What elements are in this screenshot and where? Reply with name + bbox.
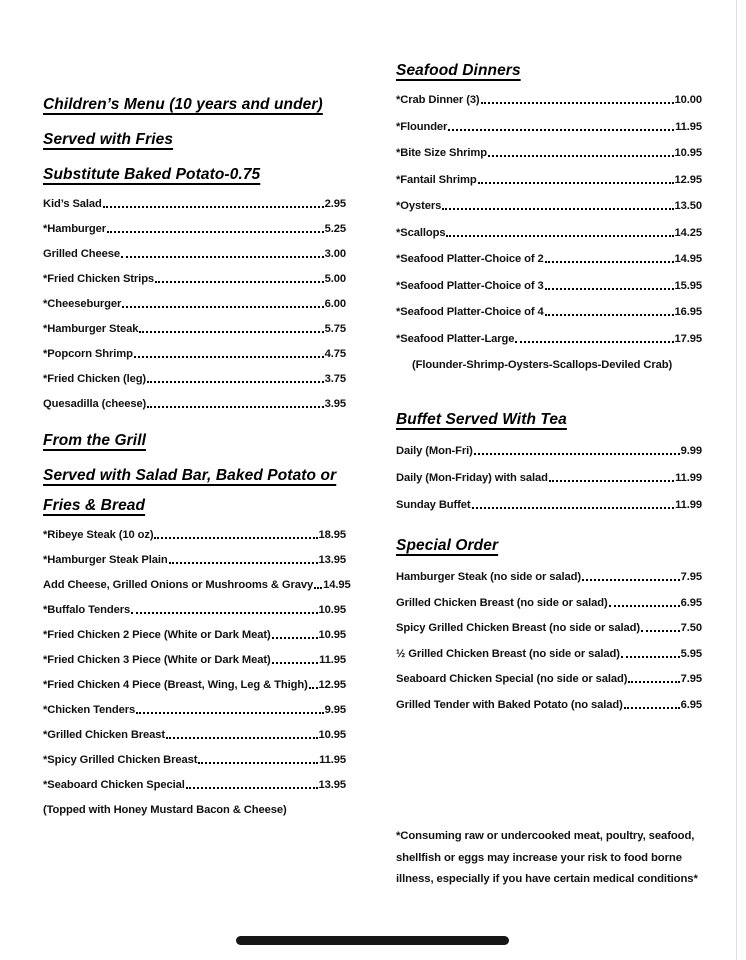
section-from-the-grill [43, 426, 351, 816]
dot-leader [488, 155, 674, 157]
menu-item-list [396, 445, 702, 511]
dot-leader [272, 662, 319, 664]
menu-item-label: Grilled Cheese [43, 248, 120, 260]
menu-item-price: 5.75 [324, 323, 346, 335]
menu-item-row [396, 673, 702, 685]
dot-leader [166, 737, 317, 739]
dot-leader [134, 356, 324, 358]
menu-item-label: Daily (Mon-Friday) with salad [396, 472, 548, 484]
dot-leader [186, 787, 318, 789]
menu-item-row [396, 333, 702, 345]
menu-item-label: *Seafood Platter-Choice of 3 [396, 279, 544, 292]
menu-item-label: Sunday Buffet [396, 499, 471, 511]
menu-item-price: 14.95 [674, 253, 702, 265]
dot-leader [147, 406, 323, 408]
dot-leader [621, 656, 680, 658]
menu-item-price: 13.95 [318, 554, 346, 566]
menu-item-row [396, 280, 702, 292]
dot-leader [169, 562, 318, 564]
section-note: (Topped with Honey Mustard Bacon & Cheese) [43, 804, 287, 816]
menu-item-price: 4.75 [324, 348, 346, 360]
menu-item-label: *Flounder [396, 120, 448, 133]
menu-item-row [43, 604, 346, 616]
dot-leader [474, 453, 680, 455]
dot-leader [448, 129, 674, 131]
menu-item-list [396, 571, 702, 711]
dot-leader [545, 288, 674, 290]
menu-item-list [43, 198, 346, 410]
menu-item-label: ½ Grilled Chicken Breast (no side or salad) [396, 647, 620, 660]
menu-item-row [396, 306, 702, 318]
menu-item-price: 5.25 [324, 223, 346, 235]
menu-item-label: *Hamburger [43, 223, 107, 235]
menu-item-label: *Grilled Chicken Breast [43, 729, 166, 741]
menu-item-price: 6.00 [324, 298, 346, 310]
menu-item-row [396, 121, 702, 133]
menu-item-label: Hamburger Steak (no side or salad) [396, 571, 581, 583]
menu-item-label: Spicy Grilled Chicken Breast (no side or salad) [396, 622, 640, 634]
menu-item-price: 7.95 [680, 571, 702, 583]
menu-item-row [43, 198, 346, 210]
menu-item-row [43, 348, 346, 360]
menu-item-row [396, 253, 702, 265]
menu-item-label: *Seafood Platter-Choice of 2 [396, 253, 544, 265]
menu-item-price: 12.95 [318, 679, 346, 691]
menu-item-row [396, 622, 702, 634]
menu-item-list [43, 529, 351, 791]
menu-item-label: *Spicy Grilled Chicken Breast [43, 754, 198, 766]
menu-item-row [43, 273, 346, 285]
menu-item-price: 11.95 [675, 120, 702, 133]
menu-item-row [43, 248, 346, 260]
section-heading: Children’s Menu (10 years and under) [43, 96, 323, 113]
menu-item-label: *Seaboard Chicken Special [43, 779, 185, 791]
menu-item-price: 7.95 [680, 673, 702, 685]
dot-leader [121, 256, 324, 258]
dot-leader [609, 605, 680, 607]
menu-item-row [43, 398, 346, 410]
menu-item-label: *Seafood Platter-Large [396, 332, 515, 345]
menu-item-price: 2.95 [324, 198, 346, 210]
menu-item-label: *Fried Chicken 3 Piece (White or Dark Meat) [43, 654, 271, 666]
dot-leader [122, 306, 323, 308]
menu-item-list [396, 94, 702, 345]
section-seafood-dinners [396, 56, 702, 371]
menu-item-label: *Fried Chicken 2 Piece (White or Dark Meat) [43, 629, 271, 641]
menu-item-price: 10.95 [318, 729, 346, 741]
menu-item-price: 6.95 [680, 596, 702, 609]
dot-leader [198, 762, 318, 764]
dot-leader [136, 712, 324, 714]
dot-leader [155, 281, 324, 283]
dot-leader [103, 206, 324, 208]
dot-leader [582, 579, 680, 581]
menu-item-row [43, 679, 346, 691]
menu-item-price: 10.95 [318, 629, 346, 641]
menu-item-label: Daily (Mon-Fri) [396, 445, 473, 457]
menu-item-label: Grilled Chicken Breast (no side or salad) [396, 596, 608, 609]
menu-item-price: 3.75 [324, 373, 346, 385]
left-column [43, 90, 351, 816]
menu-item-price: 9.99 [680, 445, 702, 457]
section-special-order [396, 531, 702, 711]
menu-item-label: *Crab Dinner (3) [396, 94, 480, 106]
dot-leader [545, 261, 674, 263]
menu-item-label: *Fried Chicken (leg) [43, 373, 147, 385]
dot-leader [515, 341, 673, 343]
menu-item-label: *Cheeseburger [43, 298, 122, 310]
section-heading: From the Grill [43, 432, 147, 449]
dot-leader [272, 637, 318, 639]
menu-item-row [43, 579, 351, 591]
menu-item-price: 10.95 [318, 604, 346, 616]
menu-item-label: *Seafood Platter-Choice of 4 [396, 306, 544, 318]
menu-item-row [43, 223, 346, 235]
menu-item-price: 7.50 [680, 622, 702, 634]
menu-item-label: *Fried Chicken 4 Piece (Breast, Wing, Leg & Thigh) [43, 679, 308, 691]
menu-item-price: 11.99 [675, 472, 702, 484]
section-buffet [396, 405, 702, 511]
menu-item-label: *Chicken Tenders [43, 704, 136, 716]
menu-item-row [43, 529, 346, 541]
dot-leader [314, 587, 322, 589]
dot-leader [624, 707, 680, 709]
dot-leader [309, 687, 318, 689]
dot-leader [147, 381, 324, 383]
menu-item-row [396, 699, 702, 711]
menu-item-price: 3.00 [324, 248, 346, 260]
menu-item-price: 14.95 [323, 579, 351, 591]
menu-item-label: *Ribeye Steak (10 oz) [43, 529, 154, 541]
menu-item-row [396, 597, 702, 609]
menu-item-row [396, 648, 702, 660]
menu-item-row [43, 373, 346, 385]
menu-item-label: *Hamburger Steak Plain [43, 554, 168, 566]
section-heading: Special Order [396, 537, 499, 554]
menu-item-row [43, 654, 346, 666]
menu-item-row [396, 472, 702, 484]
menu-item-row [43, 704, 346, 716]
menu-item-price: 3.95 [324, 398, 346, 410]
menu-item-row [43, 323, 346, 335]
section-heading: Served with Fries [43, 131, 174, 148]
menu-item-label: *Scallops [396, 226, 446, 239]
menu-item-row [43, 554, 346, 566]
menu-item-price: 14.25 [674, 226, 702, 239]
dot-leader [107, 231, 324, 233]
menu-item-row [43, 629, 346, 641]
menu-item-row [43, 754, 346, 766]
menu-item-price: 13.50 [674, 200, 702, 212]
disclaimer-text: *Consuming raw or undercooked meat, poultry, seafood, shellfish or eggs may increase your risk to food borne illness, especially if you have certain medical conditions* [396, 830, 698, 885]
menu-item-row [396, 445, 702, 457]
menu-item-label: *Fantail Shrimp [396, 173, 477, 186]
menu-item-row [396, 174, 702, 186]
menu-item-price: 12.95 [674, 173, 702, 186]
dot-leader [139, 331, 323, 333]
menu-item-price: 10.00 [674, 94, 702, 106]
menu-item-price: 11.95 [319, 754, 346, 766]
menu-item-row [43, 298, 346, 310]
menu-item-price: 15.95 [674, 279, 702, 292]
section-heading: Seafood Dinners [396, 62, 521, 79]
menu-item-row [396, 499, 702, 511]
dot-leader [478, 182, 674, 184]
section-heading: Served with Salad Bar, Baked Potato or Fries & Bread [43, 467, 337, 514]
menu-item-price: 13.95 [318, 779, 346, 791]
menu-item-label: *Hamburger Steak [43, 323, 139, 335]
menu-item-row [396, 227, 702, 239]
menu-item-row [396, 147, 702, 159]
dot-leader [446, 235, 673, 237]
menu-item-row [396, 200, 702, 212]
dot-leader [442, 208, 673, 210]
menu-item-price: 11.95 [319, 654, 346, 666]
menu-item-label: Grilled Tender with Baked Potato (no salad) [396, 698, 623, 711]
menu-item-row [396, 94, 702, 106]
dot-leader [472, 507, 675, 509]
menu-item-label: Kid’s Salad [43, 198, 102, 210]
menu-item-label: *Popcorn Shrimp [43, 348, 133, 360]
menu-item-price: 11.99 [675, 499, 702, 511]
menu-item-label: *Oysters [396, 200, 442, 212]
menu-item-label: *Buffalo Tenders [43, 604, 131, 616]
menu-item-price: 5.95 [680, 647, 702, 660]
dot-leader [131, 612, 317, 614]
menu-item-label: Seaboard Chicken Special (no side or salad) [396, 673, 628, 685]
bottom-bar [236, 936, 509, 945]
section-childrens-menu [43, 90, 346, 410]
menu-item-row [396, 571, 702, 583]
dot-leader [481, 102, 674, 104]
menu-item-row [43, 779, 346, 791]
section-heading: Buffet Served With Tea [396, 411, 567, 428]
right-column [396, 56, 702, 724]
menu-item-label: Add Cheese, Grilled Onions or Mushrooms & Gravy [43, 579, 314, 591]
section-heading: Substitute Baked Potato-0.75 [43, 166, 261, 183]
menu-item-price: 5.00 [324, 273, 346, 285]
menu-item-label: *Fried Chicken Strips [43, 273, 155, 285]
menu-item-price: 9.95 [324, 704, 346, 716]
dot-leader [545, 314, 674, 316]
menu-item-price: 16.95 [674, 306, 702, 318]
menu-item-label: Quesadilla (cheese) [43, 398, 147, 410]
section-note: (Flounder-Shrimp-Oysters-Scallops-Deviled Crab) [412, 359, 673, 371]
dot-leader [154, 537, 317, 539]
menu-item-price: 10.95 [674, 147, 702, 159]
menu-item-price: 18.95 [318, 529, 346, 541]
menu-item-row [43, 729, 346, 741]
dot-leader [628, 681, 679, 683]
menu-item-price: 6.95 [680, 698, 702, 711]
page-edge-line [736, 0, 737, 960]
menu-item-price: 17.95 [674, 332, 702, 345]
dot-leader [641, 630, 680, 632]
menu-item-label: *Bite Size Shrimp [396, 147, 487, 159]
dot-leader [549, 480, 674, 482]
